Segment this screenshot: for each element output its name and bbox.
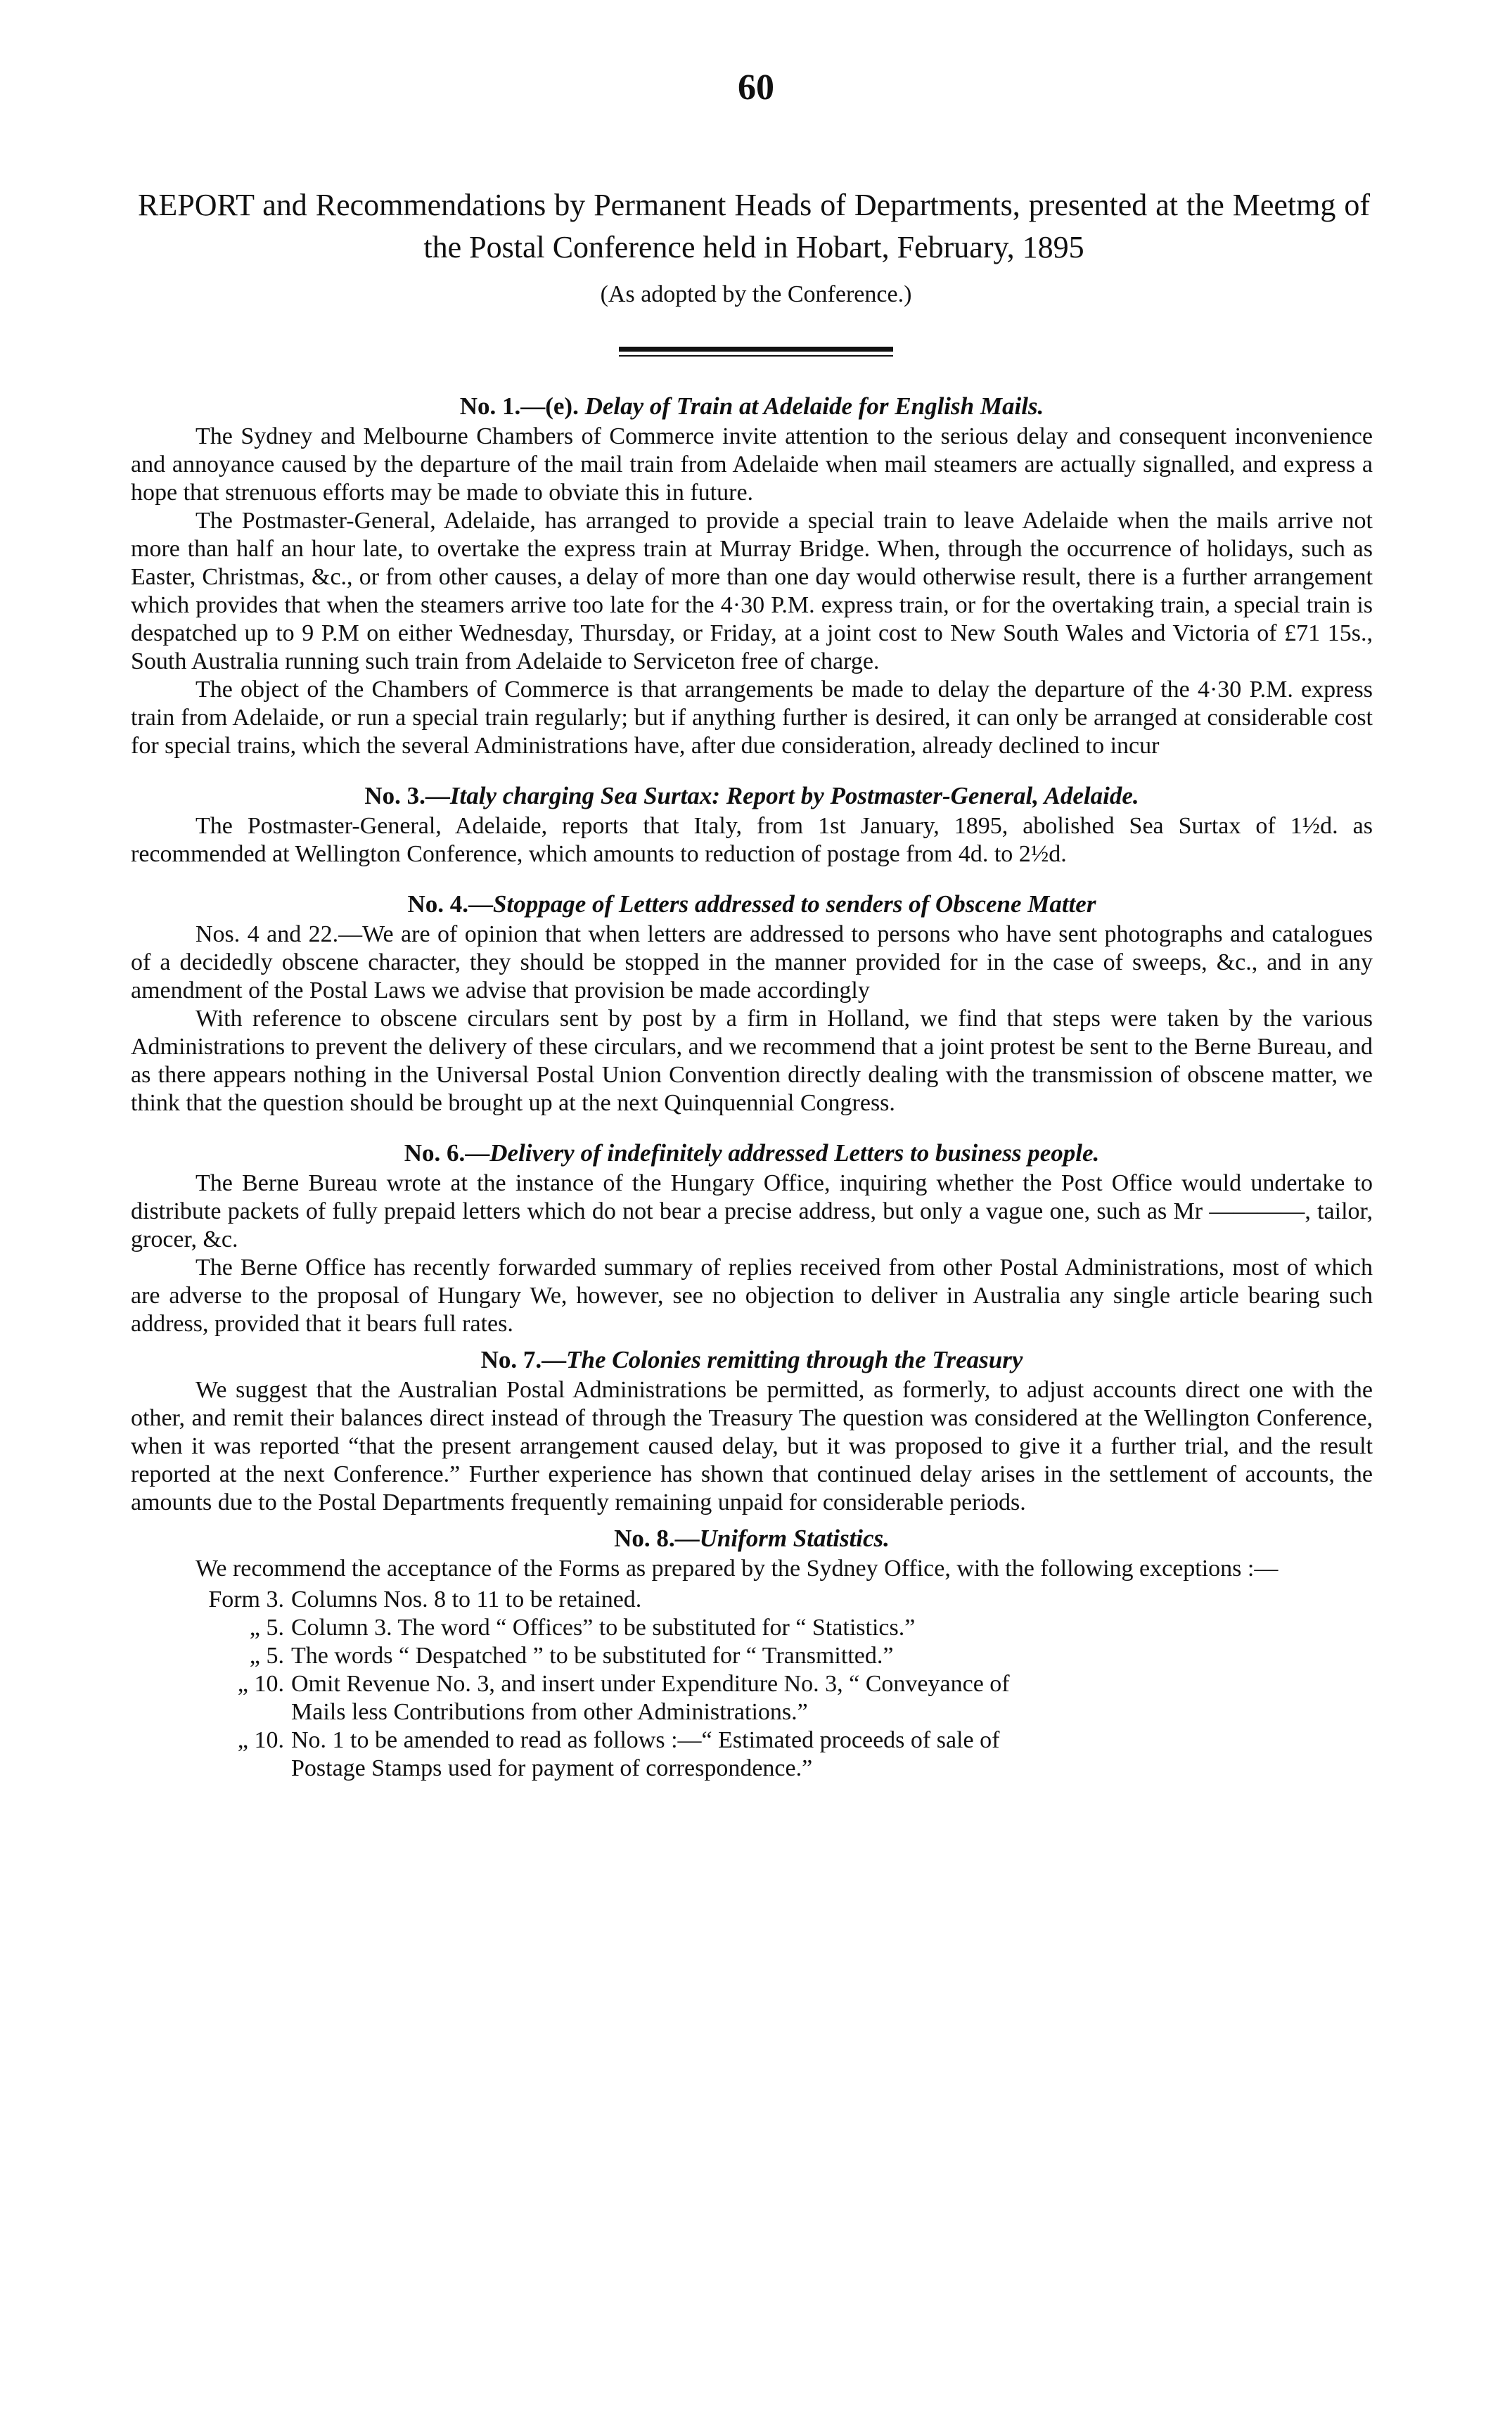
section-heading: [131, 888, 1373, 921]
paragraph: We suggest that the Australian Postal Administrations be permitted, as formerly, to adjust accounts direct one with the other, and remit their balances direct instead of through the Treasury The question was considered at the Wellington Conference, when it was reported “that the present arrangement caused delay, but it was proposed to give it a further trial, and the result reported at the next Conference.” Further experience has shown that continued delay arises in the settlement of accounts, the amounts due to the Postal Departments frequently remaining unpaid for considerable periods.: [131, 1377, 1373, 1515]
exceptions-list: [131, 1586, 1373, 1783]
section-number: No. 4.—: [407, 890, 494, 918]
section-number: No. 6.—: [404, 1139, 490, 1167]
list-item-continuation: [131, 1698, 1373, 1726]
section-7: [131, 1344, 1373, 1517]
report-body: [131, 390, 1373, 1783]
section-heading: [131, 390, 1373, 423]
form-label: „ 5.: [249, 1615, 284, 1641]
list-item: [131, 1670, 1373, 1698]
paragraph: The Postmaster-General, Adelaide, has arranged to provide a special train to leave Adelaide when the mails arrive not more than half an hour late, to overtake the express train at Murray Bridge. When, through the occurrence of holidays, such as Easter, Christmas, &c., or from other causes, a delay of more than one day would otherwise result, there is a further arrangement which provides that when the steamers arrive too late for the 4·30 P.M. express train, or for the overtaking train, a special train is despatched up to 9 P.M on either Wednesday, Thursday, or Friday, at a joint cost to New South Wales and Victoria of £71 15s., South Australia running such train from Adelaide to Serviceton free of charge.: [131, 508, 1373, 674]
section-number: No. 3.—: [364, 782, 450, 809]
section-3: [131, 780, 1373, 868]
report-title: REPORT and Recommendations by Permanent Heads of Departments, presented at the Meetmg of the Postal Conference held in Hobart, February, 1895: [138, 188, 1370, 264]
section-title: Delivery of indefinitely addressed Letters to business people.: [489, 1139, 1100, 1167]
section-1: [131, 390, 1373, 760]
section-6: [131, 1137, 1373, 1338]
section-heading: [131, 1344, 1373, 1376]
section-heading: [131, 1137, 1373, 1169]
section-title: Italy charging Sea Surtax: Report by Postmaster-General, Adelaide.: [449, 782, 1139, 809]
list-item-continuation: [131, 1755, 1373, 1783]
section-title: The Colonies remitting through the Treasury: [566, 1346, 1023, 1373]
paragraph: We recommend the acceptance of the Forms as prepared by the Sydney Office, with the following exceptions :—: [196, 1556, 1279, 1582]
section-8: [131, 1522, 1373, 1783]
paragraph: The Sydney and Melbourne Chambers of Commerce invite attention to the serious delay and consequent inconvenience and annoyance caused by the departure of the mail train from Adelaide when mail steamers are actually signalled, and express a hope that strenuous efforts may be made to obviate this in future.: [131, 423, 1373, 506]
section-title: Stoppage of Letters addressed to senders of Obscene Matter: [493, 890, 1096, 918]
list-item: [131, 1614, 1373, 1642]
exception-text: Column 3. The word “ Offices” to be substituted for “ Statistics.”: [291, 1615, 916, 1641]
exception-text: No. 1 to be amended to read as follows :—“ Estimated proceeds of sale of: [291, 1727, 1000, 1753]
section-title: Delay of Train at Adelaide for English Mails.: [584, 392, 1044, 420]
title-rule-thin: [619, 355, 893, 357]
form-label: „ 5.: [249, 1643, 284, 1669]
paragraph: The object of the Chambers of Commerce is that arrangements be made to delay the departure of the 4·30 P.M. express train from Adelaide, or run a special train regularly; but if anything further is desired, it can only be arranged at considerable cost for special trains, which the several Administrations have, after due consideration, already declined to incur: [131, 677, 1373, 759]
exception-text: Omit Revenue No. 3, and insert under Expenditure No. 3, “ Conveyance of: [291, 1671, 1010, 1697]
section-number: No. 1.—(e).: [459, 392, 579, 420]
paragraph: With reference to obscene circulars sent by post by a firm in Holland, we find that steps were taken by the various Administrations to prevent the delivery of these circulars, and we recommend that a joint protest be sent to the Berne Bureau, and as there appears nothing in the Universal Postal Union Convention directly dealing with the transmission of obscene matter, we think that the question should be brought up at the next Quinquennial Congress.: [131, 1006, 1373, 1116]
list-item: [131, 1642, 1373, 1670]
exception-text-continued: Postage Stamps used for payment of correspondence.”: [291, 1755, 813, 1781]
exception-text: The words “ Despatched ” to be substituted for “ Transmitted.”: [291, 1643, 894, 1669]
section-number: No. 8.—: [614, 1525, 700, 1552]
paragraph: The Postmaster-General, Adelaide, reports that Italy, from 1st January, 1895, abolished Sea Surtax of 1½d. as recommended at Wellington Conference, which amounts to reduction of postage from 4d. to 2½d.: [131, 813, 1373, 867]
title-rule-thick: [619, 347, 893, 352]
paragraph: The Berne Office has recently forwarded summary of replies received from other Postal Administrations, most of which are adverse to the proposal of Hungary We, however, see no objection to deliver in Australia any single article bearing such address, provided that it bears full rates.: [131, 1255, 1373, 1337]
form-label: „ 10.: [237, 1727, 284, 1753]
page-number: 60: [738, 68, 774, 108]
exception-text: Columns Nos. 8 to 11 to be retained.: [291, 1586, 642, 1613]
form-label: Form 3.: [208, 1586, 284, 1613]
paragraph: Nos. 4 and 22.—We are of opinion that when letters are addressed to persons who have sent photographs and catalogues of a decidedly obscene character, they should be stopped in the manner provided for in the case of sweeps, &c., and in any amendment of the Postal Laws we advise that provision be made accordingly: [131, 921, 1373, 1004]
section-title: Uniform Statistics.: [699, 1525, 890, 1552]
paragraph: The Berne Bureau wrote at the instance of the Hungary Office, inquiring whether the Post Office would undertake to distribute packets of fully prepaid letters which do not bear a precise address, but only a vague one, such as Mr ————, tailor, grocer, &c.: [131, 1170, 1373, 1252]
section-heading: [131, 780, 1373, 812]
exception-text-continued: Mails less Contributions from other Administrations.”: [291, 1699, 808, 1725]
section-4: [131, 888, 1373, 1117]
list-item: [131, 1586, 1373, 1614]
section-heading: [131, 1522, 1373, 1555]
form-label: „ 10.: [237, 1671, 284, 1697]
list-item: [131, 1726, 1373, 1755]
report-subtitle: (As adopted by the Conference.): [600, 281, 912, 307]
section-number: No. 7.—: [480, 1346, 567, 1373]
